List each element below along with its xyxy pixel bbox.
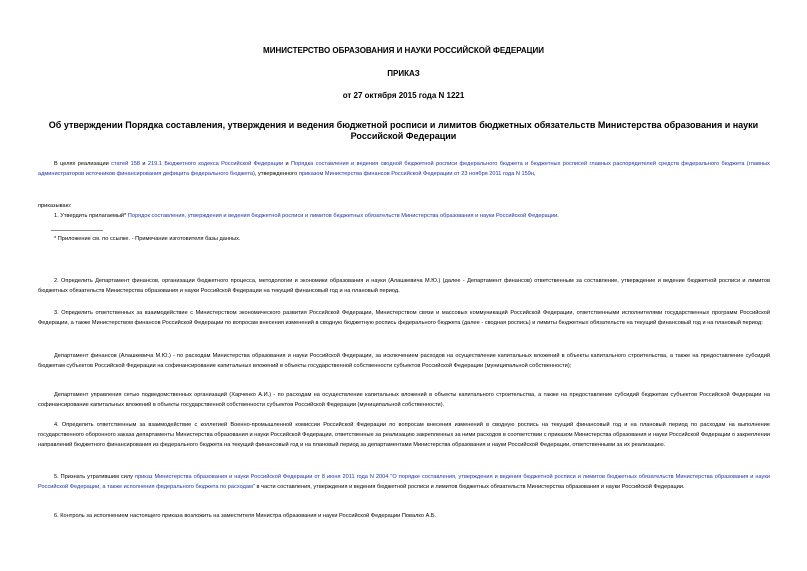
item-5 — [38, 472, 770, 492]
ministry-heading: МИНИСТЕРСТВО ОБРАЗОВАНИЯ И НАУКИ РОССИЙСКОЙ ФЕДЕРАЦИИ — [263, 46, 544, 55]
item-1 — [38, 211, 770, 221]
item-3-network-dept: Департамент управления сетью подведомственных организаций (Харченко А.И.) - по расходам на осуществление капитальных вложений в объекты капитального строительства, а также на предоставление субсидий бюджетам субъектов Российской Федерации на софинансирование капитальных вложений в объекты государственной собственности субъектов Российской Федерации (муниципальной собственности). — [38, 392, 770, 408]
item-4: 4. Определить ответственным за взаимодействие с коллегией Военно-промышленной комиссии Российской Федерации по вопросам внесения изменений в сводную роспись на текущий финансовый год и на плановый период по расходам на выполнение государственного оборонного заказа департаменты Министерства образования и науки Российской Федерации, ответственные за реализацию закрепленных за ними расходов в соответствии с приказом Министерства образования и науки Российской Федерации о закреплении направлений бюджетного финансирования из федерального бюджета на текущий финансовый год и на плановый период за департаментами Министерства образования и науки Российской Федерации, ответственными за их реализацию. — [38, 422, 770, 448]
date-number-heading: от 27 октября 2015 года N 1221 — [342, 91, 465, 100]
preamble-text-3: и — [283, 161, 291, 167]
document-title: Об утверждении Порядка составления, утверждения и ведения бюджетной росписи и лимитов бюджетных обязательств Министерства образования и науки Российской Федерации — [48, 120, 759, 141]
item-3: 3. Определить ответственных за взаимодействие с Министерством экономического развития Российской Федерации, Министерством связи и массовых коммуникаций Российской Федерации, ответственными исполнителями государственных программ Российской Федерации, а также Министерством финансов Российской Федерации по вопросам внесения изменений в сводную бюджетную роспись федерального бюджета (далее - сводная роспись) и лимиты бюджетных обязательств на текущий финансовый год и на плановый период: — [38, 310, 770, 326]
link-article-219-1[interactable]: 219.1 Бюджетного кодекса Российской Федерации — [147, 161, 284, 167]
item-5-tail: в части составления, утверждения и ведения бюджетной росписи и лимитов бюджетных обязательств Министерства образования и науки Российской Федерации. — [254, 484, 685, 490]
preamble-text-4: , утвержденного — [254, 171, 299, 177]
link-article-158[interactable]: статей 158 — [111, 161, 141, 167]
footnote-divider — [51, 230, 103, 231]
item-2: 2. Определить Департамент финансов, организации бюджетного процесса, методологии и экономики образования и науки (Алашкевича М.Ю.) (далее - Департамент финансов) ответственным за составление, утверждение и ведение бюджетной росписи и лимитов бюджетных обязательств Министерства образования и науки Российской Федерации на текущий финансовый год и на плановый период. — [38, 278, 770, 294]
link-approved-procedure[interactable]: Порядок составления, утверждения и ведения бюджетной росписи и лимитов бюджетных обязательств Министерства образования и науки Российской Федерации — [127, 213, 558, 219]
item-3-finance-dept: Департамент финансов (Алашкевича М.Ю.) - по расходам Министерства образования и науки Российской Федерации, за исключением расходов на осуществление капитальных вложений в объекты капитального строительства, а также на предоставление субсидий бюджетам субъектов Российской Федерации на софинансирование капитальных вложений в объекты государственной собственности субъектов Российской Федерации (муниципальной собственности); — [38, 353, 770, 369]
preamble-text-1: В целях реализации — [54, 161, 112, 167]
preamble-text-5: , — [534, 171, 536, 177]
link-order-2004[interactable]: приказ Министерства образования и науки Российской Федерации от 8 июня 2011 года N 2004 "О порядке составления, утверждения и ведения бюджетной росписи и лимитов бюджетных обязательств Министерства образования и науки Российской Федерации, а также исполнения федерального бюджета по расходам" — [38, 474, 770, 490]
doc-type-heading: ПРИКАЗ — [387, 69, 420, 78]
item-5-text: 5. Признать утратившим силу — [54, 474, 135, 480]
link-consolidated-budget-procedure[interactable]: Порядка составления и ведения сводной бюджетной росписи федерального бюджета и бюджетных росписей главных распорядителей средств федерального бюджета (главных администраторов источников финансирования дефицита федерального бюджета) — [38, 161, 771, 177]
preamble-paragraph — [38, 159, 770, 179]
item-6: 6. Контроль за исполнением настоящего приказа возложить на заместителя Министра образования и науки Российской Федерации Повалко А.Б. — [54, 513, 437, 519]
footnote: * Приложение см. по ссылке. - Примечание изготовителя базы данных. — [54, 236, 241, 242]
preamble-text-2: и — [140, 161, 148, 167]
item-1-tail: . — [557, 213, 559, 219]
item-1-text: 1. Утвердить прилагаемый* — [54, 213, 128, 219]
orders-line: приказываю: — [38, 203, 72, 209]
link-minfin-order-159n[interactable]: приказом Министерства финансов Российской Федерации от 23 ноября 2011 года N 159н — [298, 171, 535, 177]
